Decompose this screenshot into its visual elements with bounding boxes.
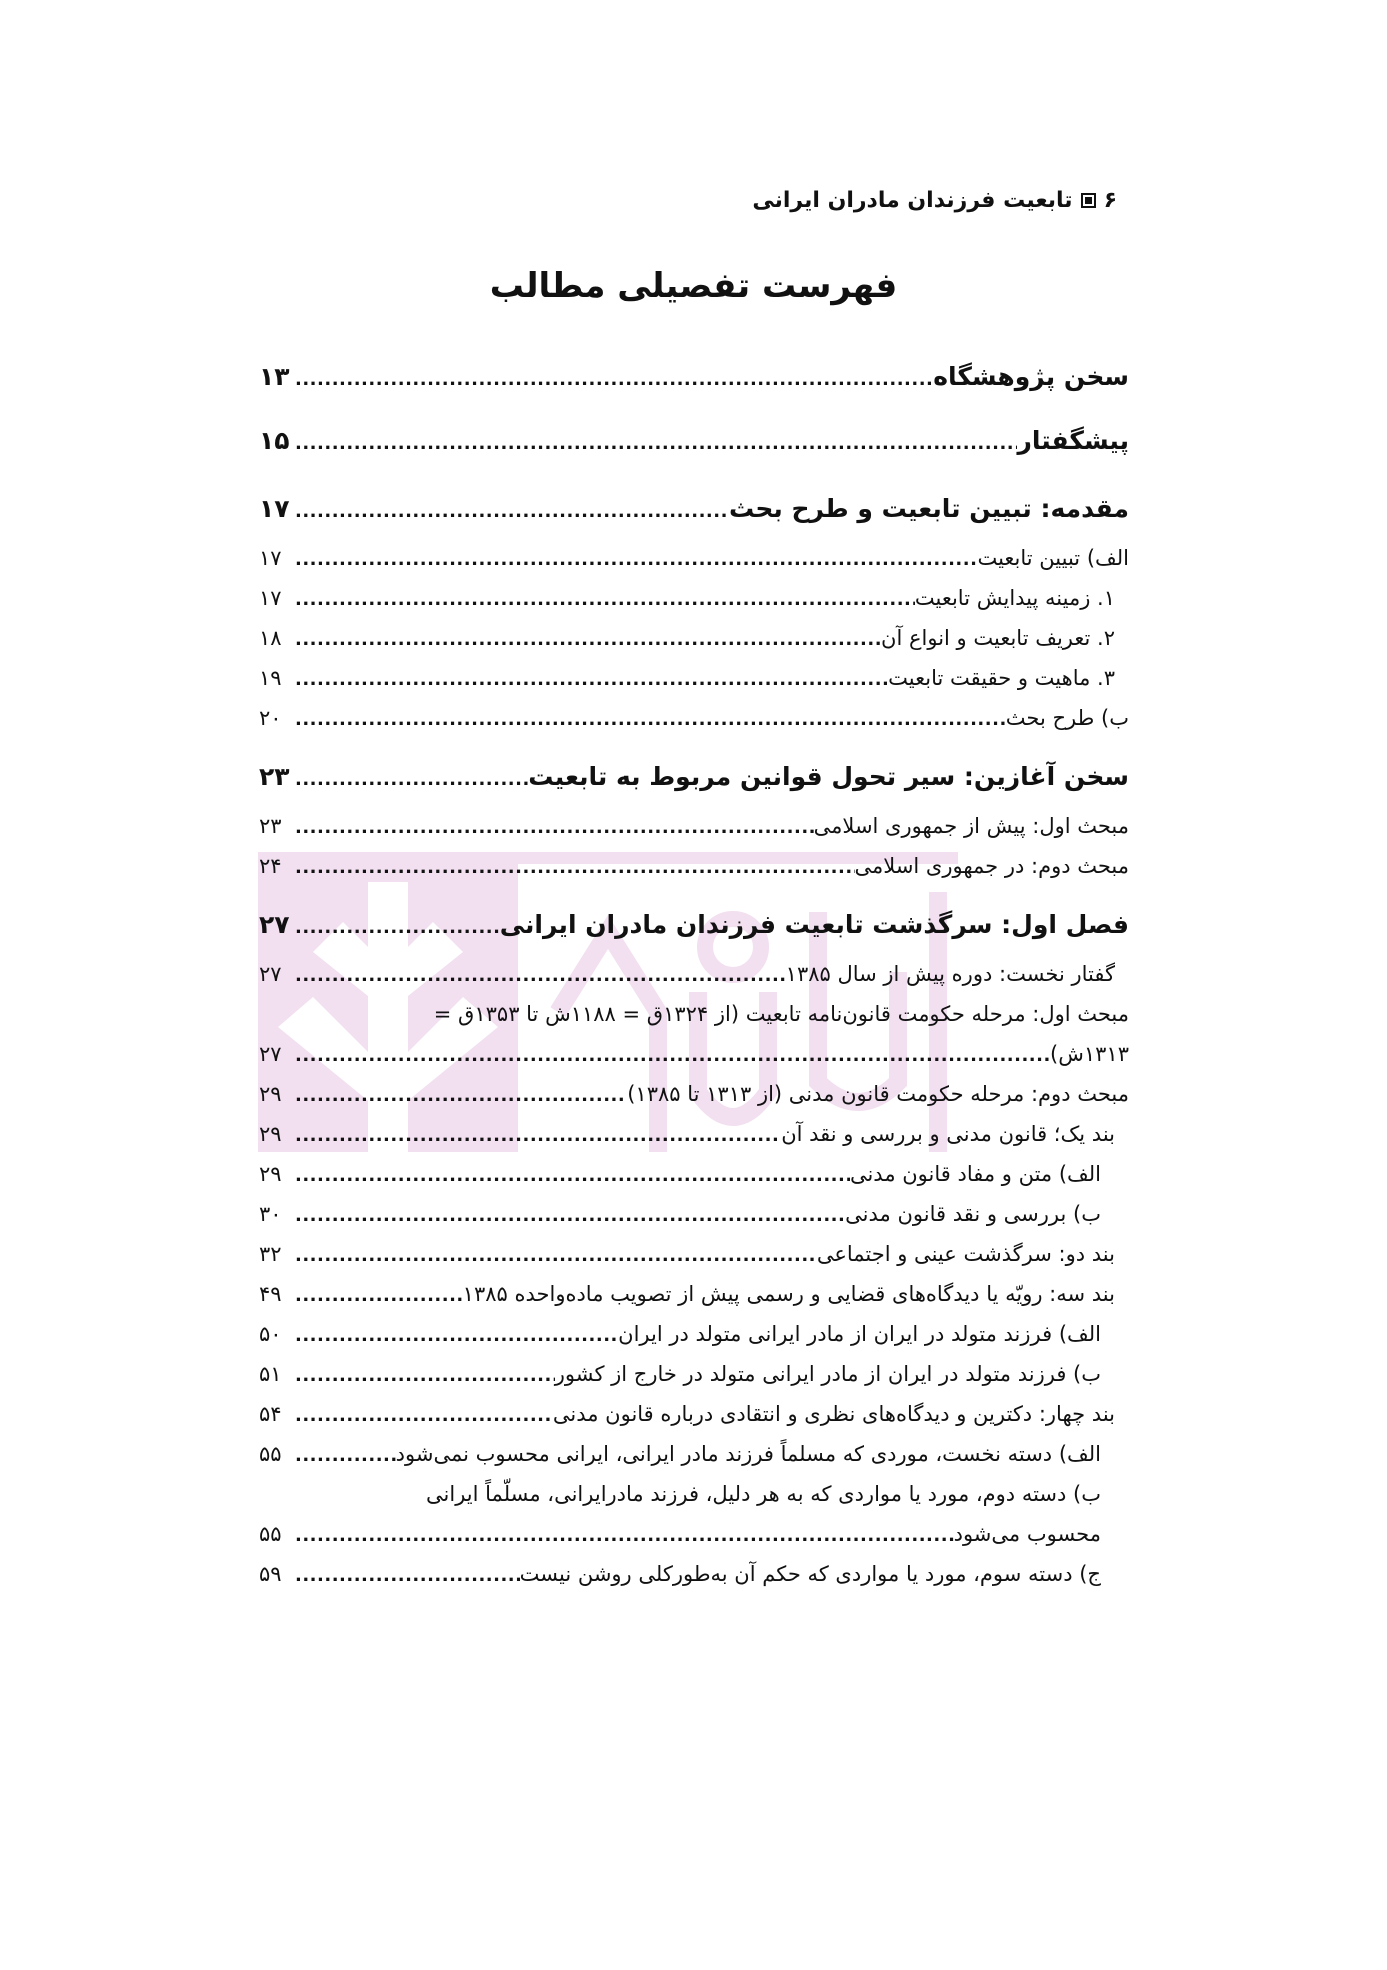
toc-entry[interactable] — [259, 1274, 1129, 1314]
toc-entry-title: فصل اول: سرگذشت تابعیت فرزندان مادران ایرانی — [499, 910, 1129, 939]
dot-leader — [295, 848, 855, 888]
toc-entry[interactable] — [259, 1194, 1129, 1234]
dot-leader — [295, 355, 933, 405]
dot-leader — [295, 751, 528, 809]
dot-leader — [295, 620, 881, 660]
toc-page-number: ۲۳ — [259, 814, 282, 838]
toc-title: فهرست تفصیلی مطالب — [489, 266, 898, 306]
toc-page-number: ۳۰ — [259, 1202, 282, 1226]
toc-page-number: ۲۹ — [259, 1122, 282, 1146]
toc-entry-title: بند یک؛ قانون مدنی و بررسی و نقد آن — [781, 1122, 1115, 1146]
toc-page-number: ۱۳ — [259, 362, 290, 391]
toc-page-number: ۲۳ — [259, 762, 290, 791]
toc-entry[interactable] — [259, 1114, 1129, 1154]
toc-page-number: ۲۷ — [259, 962, 282, 986]
toc-entry-title: مبحث دوم: مرحله حکومت قانون مدنی (از ۱۳۱۳ تا ۱۳۸۵) — [627, 1082, 1129, 1106]
toc-entry[interactable] — [259, 1154, 1129, 1194]
toc-entry[interactable] — [259, 806, 1129, 846]
toc-entry-title: ۲. تعریف تابعیت و انواع آن — [881, 626, 1115, 650]
toc-chapter-entry[interactable] — [259, 748, 1129, 806]
toc-page-number: ۱۷ — [259, 546, 282, 570]
dot-leader — [295, 956, 786, 996]
toc-entry[interactable] — [259, 1434, 1129, 1474]
toc-entry-text-line: مبحث اول: مرحله حکومت قانون‌نامه تابعیت (از ۱۳۲۴ق = ۱۱۸۸ش تا ۱۳۵۳ق = — [433, 1002, 1129, 1026]
dot-leader — [295, 660, 888, 700]
dot-leader — [295, 483, 729, 541]
toc-entry[interactable] — [259, 846, 1129, 886]
toc-page-number: ۵۴ — [259, 1402, 282, 1426]
toc-entry-title: ۳. ماهیت و حقیقت تابعیت — [888, 666, 1115, 690]
toc-page-number: ۲۹ — [259, 1162, 282, 1186]
toc-page-number: ۳۲ — [259, 1242, 282, 1266]
toc-entry-title: ب) فرزند متولد در ایران از مادر ایرانی متولد در خارج از کشور — [554, 1362, 1101, 1386]
toc-entry-title: ۱۳۱۳ش) — [1050, 1042, 1129, 1066]
toc-page-number: ۱۷ — [259, 586, 282, 610]
dot-leader — [295, 1396, 553, 1436]
framed-square-icon — [1081, 193, 1096, 208]
toc-entry-title: سخن پژوهشگاه — [933, 362, 1129, 391]
running-header — [752, 188, 1117, 213]
dot-leader — [295, 808, 814, 848]
toc-page-number: ۵۹ — [259, 1562, 282, 1586]
dot-leader — [295, 1156, 850, 1196]
toc-page-number: ۲۷ — [259, 910, 290, 939]
dot-leader — [295, 1276, 463, 1316]
toc-entry-title: گفتار نخست: دوره پیش از سال ۱۳۸۵ — [785, 962, 1115, 986]
dot-leader — [295, 1236, 817, 1276]
dot-leader — [295, 1356, 555, 1396]
toc-entry[interactable] — [259, 538, 1129, 578]
toc-entry-title: محسوب می‌شود — [953, 1522, 1101, 1546]
dot-leader — [295, 1076, 627, 1116]
toc-entry-title: الف) تبیین تابعیت — [977, 546, 1129, 570]
toc-page-number: ۵۱ — [259, 1362, 282, 1386]
toc-entry[interactable] — [259, 1514, 1129, 1554]
toc-entry-title: ب) طرح بحث — [1005, 706, 1129, 730]
toc-page-number: ۲۹ — [259, 1082, 282, 1106]
dot-leader — [295, 540, 977, 580]
toc-chapter-entry[interactable] — [259, 412, 1129, 470]
toc-entry-title: سخن آغازین: سیر تحول قوانین مربوط به تابعیت — [528, 762, 1129, 791]
toc-entry[interactable] — [259, 1554, 1129, 1594]
book-title: تابعیت فرزندان مادران ایرانی — [752, 188, 1073, 213]
toc-page-number: ۵۰ — [259, 1322, 282, 1346]
toc-chapter-entry[interactable] — [259, 352, 1129, 402]
toc-page-number: ۴۹ — [259, 1282, 282, 1306]
toc-entry[interactable] — [259, 1034, 1129, 1074]
toc-page-number: ۱۷ — [259, 494, 290, 523]
toc-entry[interactable] — [259, 1074, 1129, 1114]
toc-entry[interactable] — [259, 658, 1129, 698]
toc-page-number: ۵۵ — [259, 1522, 282, 1546]
dot-leader — [295, 899, 500, 957]
dot-leader — [295, 1556, 520, 1596]
toc-entry[interactable] — [259, 698, 1129, 738]
toc-page-number: ۵۵ — [259, 1442, 282, 1466]
toc-entry-title: مقدمه: تبیین تابعیت و طرح بحث — [728, 494, 1129, 523]
toc-entry-title: بند چهار: دکترین و دیدگاه‌های نظری و انتقادی درباره قانون مدنی — [552, 1402, 1115, 1426]
toc-page-number: ۲۴ — [259, 854, 282, 878]
toc-entry-title: بند سه: رویّه یا دیدگاه‌های قضایی و رسمی پیش از تصویب ماده‌واحده ۱۳۸۵ — [462, 1282, 1115, 1306]
toc-entry-text-line: ب) دسته دوم، مورد یا مواردی که به هر دلیل، فرزند مادرایرانی، مسلّماً ایرانی — [426, 1482, 1101, 1506]
toc-page-number: ۱۵ — [259, 426, 290, 455]
dot-leader — [295, 1436, 396, 1476]
toc-entry[interactable] — [259, 618, 1129, 658]
toc-entry-title: مبحث دوم: در جمهوری اسلامی — [854, 854, 1129, 878]
dot-leader — [295, 700, 1006, 740]
dot-leader — [295, 1196, 845, 1236]
toc-page-number: ۲۰ — [259, 706, 282, 730]
toc-entry-title: ج) دسته سوم، مورد یا مواردی که حکم آن به‌طورکلی روشن نیست — [519, 1562, 1101, 1586]
toc-chapter-entry[interactable] — [259, 480, 1129, 538]
toc-entry-title: الف) فرزند متولد در ایران از مادر ایرانی متولد در ایران — [618, 1322, 1101, 1346]
toc-page-number: ۲۷ — [259, 1042, 282, 1066]
dot-leader — [295, 1516, 954, 1556]
toc-entry[interactable] — [259, 1394, 1129, 1434]
dot-leader — [295, 580, 915, 620]
toc-page-number: ۱۸ — [259, 626, 282, 650]
toc-entry-title: الف) دسته نخست، موردی که مسلماً فرزند مادر ایرانی، ایرانی محسوب نمی‌شود — [395, 1442, 1101, 1466]
toc-entry-title: الف) متن و مفاد قانون مدنی — [849, 1162, 1101, 1186]
dot-leader — [295, 1316, 618, 1356]
dot-leader — [295, 1116, 781, 1156]
toc-entry[interactable] — [259, 1234, 1129, 1274]
toc-entry[interactable] — [259, 954, 1129, 994]
toc-entry-title: پیشگفتار — [1017, 426, 1129, 455]
dot-leader — [295, 415, 1017, 473]
toc-entry[interactable] — [259, 1354, 1129, 1394]
toc-entry-title: مبحث اول: پیش از جمهوری اسلامی — [813, 814, 1129, 838]
toc-entry-title: بند دو: سرگذشت عینی و اجتماعی — [816, 1242, 1115, 1266]
toc-page-number: ۱۹ — [259, 666, 282, 690]
toc-entry-title: ب) بررسی و نقد قانون مدنی — [845, 1202, 1101, 1226]
page-number: ۶ — [1103, 188, 1117, 213]
dot-leader — [295, 1036, 1050, 1076]
toc-chapter-entry[interactable] — [259, 896, 1129, 954]
toc-entry-title: ۱. زمینه پیدایش تابعیت — [914, 586, 1115, 610]
toc-list — [259, 352, 1129, 1594]
toc-entry[interactable] — [259, 578, 1129, 618]
toc-entry[interactable] — [259, 1314, 1129, 1354]
